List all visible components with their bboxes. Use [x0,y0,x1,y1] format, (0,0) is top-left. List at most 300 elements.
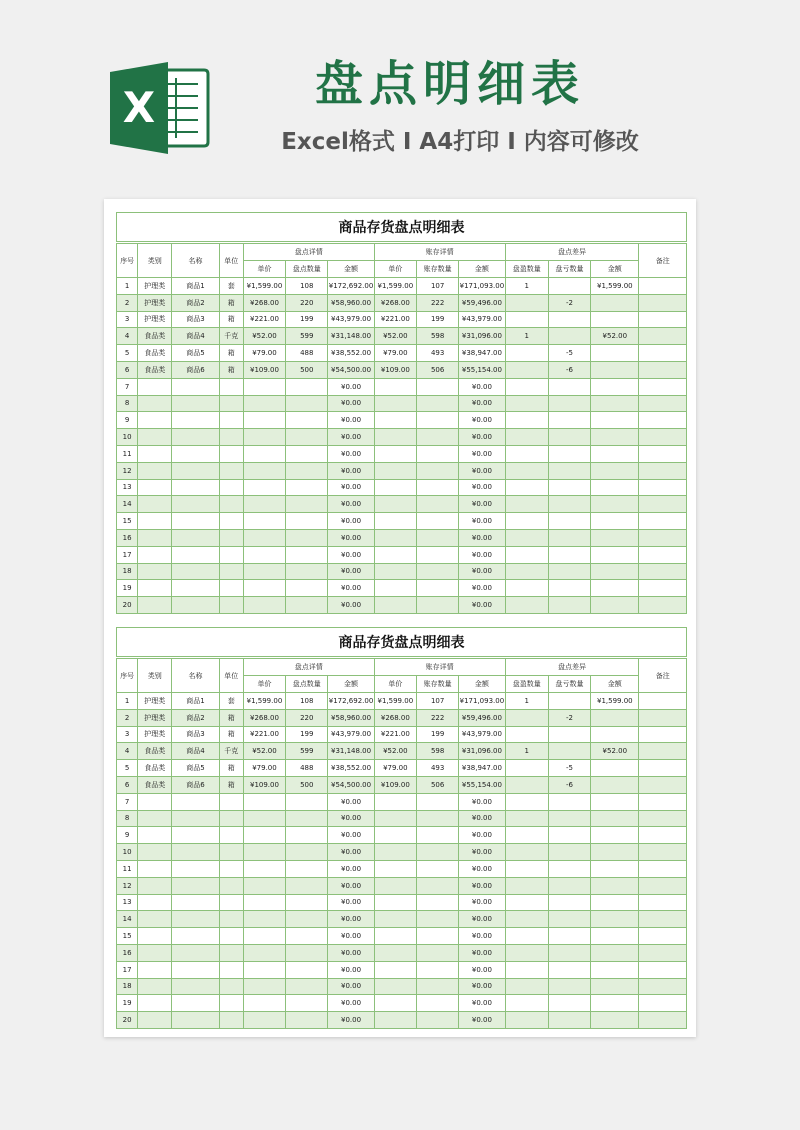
table-cell[interactable] [172,412,219,429]
table-cell[interactable]: 食品类 [138,328,172,345]
table-cell[interactable] [505,860,548,877]
table-cell[interactable] [639,1012,687,1029]
table-cell[interactable] [505,361,548,378]
table-cell[interactable] [138,496,172,513]
table-cell[interactable] [172,395,219,412]
table-cell[interactable]: ¥0.00 [328,978,374,995]
table-cell[interactable]: ¥0.00 [328,479,374,496]
table-cell[interactable] [219,860,243,877]
table-cell[interactable]: ¥52.00 [243,743,285,760]
table-cell[interactable]: 11 [117,445,138,462]
table-cell[interactable] [548,726,590,743]
table-cell[interactable] [219,793,243,810]
table-cell[interactable] [548,693,590,710]
table-cell[interactable]: 19 [117,580,138,597]
table-cell[interactable] [639,709,687,726]
table-cell[interactable]: 护理类 [138,294,172,311]
table-cell[interactable] [172,944,219,961]
table-cell[interactable] [138,1012,172,1029]
table-cell[interactable] [591,1012,639,1029]
table-cell[interactable] [591,978,639,995]
table-cell[interactable]: 套 [219,693,243,710]
table-cell[interactable] [243,462,285,479]
table-cell[interactable]: 13 [117,894,138,911]
table-cell[interactable]: ¥0.00 [459,944,505,961]
table-cell[interactable] [548,513,590,530]
table-cell[interactable] [505,709,548,726]
table-cell[interactable] [548,911,590,928]
table-cell[interactable] [505,995,548,1012]
table-cell[interactable]: 1 [505,328,548,345]
table-cell[interactable]: 箱 [219,776,243,793]
table-cell[interactable]: 18 [117,978,138,995]
table-cell[interactable] [548,378,590,395]
table-cell[interactable] [505,911,548,928]
table-cell[interactable]: ¥55,154.00 [459,361,505,378]
table-cell[interactable] [243,529,285,546]
table-cell[interactable]: ¥221.00 [374,311,416,328]
table-cell[interactable]: 护理类 [138,709,172,726]
table-cell[interactable]: ¥0.00 [459,810,505,827]
table-cell[interactable] [639,827,687,844]
table-cell[interactable] [138,546,172,563]
table-cell[interactable] [219,810,243,827]
table-cell[interactable]: ¥43,979.00 [328,726,374,743]
table-cell[interactable] [548,793,590,810]
table-cell[interactable] [219,911,243,928]
table-cell[interactable] [639,328,687,345]
table-cell[interactable]: ¥0.00 [328,810,374,827]
table-cell[interactable]: ¥43,979.00 [328,311,374,328]
table-cell[interactable] [505,793,548,810]
table-cell[interactable]: 599 [286,743,328,760]
table-cell[interactable] [591,776,639,793]
table-cell[interactable]: 18 [117,563,138,580]
table-cell[interactable] [416,978,458,995]
table-cell[interactable] [374,928,416,945]
table-cell[interactable]: ¥0.00 [328,911,374,928]
table-cell[interactable] [243,995,285,1012]
table-cell[interactable] [416,378,458,395]
table-cell[interactable]: ¥0.00 [459,496,505,513]
table-cell[interactable] [243,445,285,462]
table-cell[interactable] [505,776,548,793]
table-cell[interactable]: ¥268.00 [243,294,285,311]
table-cell[interactable]: ¥31,148.00 [328,328,374,345]
table-cell[interactable]: 商品5 [172,345,219,362]
table-cell[interactable]: ¥55,154.00 [459,776,505,793]
table-cell[interactable]: ¥0.00 [459,395,505,412]
table-cell[interactable] [286,395,328,412]
table-cell[interactable] [639,776,687,793]
table-cell[interactable]: ¥1,599.00 [374,278,416,295]
table-cell[interactable] [138,944,172,961]
table-cell[interactable] [505,597,548,614]
table-cell[interactable] [416,995,458,1012]
table-cell[interactable] [286,793,328,810]
table-cell[interactable] [416,546,458,563]
table-cell[interactable]: 箱 [219,361,243,378]
table-cell[interactable] [286,877,328,894]
table-cell[interactable] [172,580,219,597]
table-cell[interactable] [639,529,687,546]
table-cell[interactable]: 108 [286,278,328,295]
table-cell[interactable] [639,760,687,777]
table-cell[interactable] [374,844,416,861]
table-cell[interactable]: ¥0.00 [459,877,505,894]
table-cell[interactable]: ¥171,093.00 [459,278,505,295]
table-cell[interactable]: ¥0.00 [328,894,374,911]
table-cell[interactable] [243,793,285,810]
table-cell[interactable] [505,1012,548,1029]
table-cell[interactable]: -2 [548,709,590,726]
table-cell[interactable] [591,860,639,877]
table-cell[interactable]: 506 [416,776,458,793]
table-cell[interactable] [243,877,285,894]
table-cell[interactable] [286,827,328,844]
table-cell[interactable] [505,894,548,911]
table-cell[interactable]: ¥38,947.00 [459,760,505,777]
table-cell[interactable]: ¥0.00 [328,445,374,462]
table-cell[interactable] [548,894,590,911]
table-cell[interactable] [138,580,172,597]
table-cell[interactable]: ¥0.00 [459,894,505,911]
table-cell[interactable] [172,995,219,1012]
table-cell[interactable] [548,844,590,861]
table-cell[interactable] [172,445,219,462]
table-cell[interactable]: ¥79.00 [374,345,416,362]
table-cell[interactable] [172,894,219,911]
table-cell[interactable]: 20 [117,1012,138,1029]
table-cell[interactable]: ¥268.00 [374,294,416,311]
table-cell[interactable] [639,378,687,395]
table-cell[interactable] [138,995,172,1012]
table-cell[interactable]: 1 [505,693,548,710]
table-cell[interactable] [286,580,328,597]
table-cell[interactable]: ¥38,552.00 [328,345,374,362]
table-cell[interactable] [416,944,458,961]
table-cell[interactable] [172,462,219,479]
table-cell[interactable] [374,1012,416,1029]
table-cell[interactable] [591,995,639,1012]
table-cell[interactable] [639,928,687,945]
table-cell[interactable] [219,479,243,496]
table-cell[interactable] [374,827,416,844]
table-cell[interactable]: ¥1,599.00 [243,693,285,710]
table-cell[interactable] [138,563,172,580]
table-cell[interactable]: 10 [117,429,138,446]
table-cell[interactable] [505,429,548,446]
table-cell[interactable] [243,378,285,395]
table-cell[interactable] [219,995,243,1012]
table-cell[interactable]: ¥268.00 [374,709,416,726]
table-cell[interactable] [243,944,285,961]
table-cell[interactable]: 20 [117,597,138,614]
table-cell[interactable]: 食品类 [138,776,172,793]
table-cell[interactable]: ¥0.00 [459,978,505,995]
table-cell[interactable]: 108 [286,693,328,710]
table-cell[interactable]: 15 [117,513,138,530]
table-cell[interactable]: 220 [286,709,328,726]
table-cell[interactable] [219,597,243,614]
table-cell[interactable] [548,529,590,546]
table-cell[interactable]: 4 [117,328,138,345]
table-cell[interactable] [416,1012,458,1029]
table-cell[interactable] [505,496,548,513]
table-cell[interactable] [286,978,328,995]
table-cell[interactable] [639,911,687,928]
table-cell[interactable]: 199 [286,311,328,328]
table-cell[interactable] [138,911,172,928]
table-cell[interactable]: 商品1 [172,693,219,710]
table-cell[interactable]: 商品6 [172,776,219,793]
table-cell[interactable] [548,995,590,1012]
table-cell[interactable] [639,978,687,995]
table-cell[interactable] [138,860,172,877]
table-cell[interactable] [591,810,639,827]
table-cell[interactable] [374,445,416,462]
table-cell[interactable] [548,311,590,328]
table-cell[interactable] [416,580,458,597]
table-cell[interactable] [416,395,458,412]
table-cell[interactable] [505,726,548,743]
table-cell[interactable]: 护理类 [138,693,172,710]
table-cell[interactable] [172,928,219,945]
table-cell[interactable] [505,395,548,412]
table-cell[interactable]: ¥0.00 [459,961,505,978]
table-cell[interactable] [286,894,328,911]
table-cell[interactable] [172,378,219,395]
table-cell[interactable] [548,1012,590,1029]
table-cell[interactable] [591,726,639,743]
table-cell[interactable]: ¥221.00 [374,726,416,743]
table-cell[interactable] [286,1012,328,1029]
table-cell[interactable]: ¥0.00 [459,445,505,462]
table-cell[interactable] [286,462,328,479]
table-cell[interactable] [374,877,416,894]
table-cell[interactable]: ¥0.00 [328,395,374,412]
table-cell[interactable] [505,445,548,462]
table-cell[interactable] [639,995,687,1012]
table-cell[interactable]: ¥43,979.00 [459,311,505,328]
table-cell[interactable] [639,743,687,760]
table-cell[interactable] [505,311,548,328]
table-cell[interactable]: 107 [416,693,458,710]
table-cell[interactable]: ¥268.00 [243,709,285,726]
table-cell[interactable] [591,894,639,911]
table-cell[interactable] [172,479,219,496]
table-cell[interactable] [219,563,243,580]
table-cell[interactable]: 箱 [219,294,243,311]
table-cell[interactable] [505,961,548,978]
table-cell[interactable]: 598 [416,328,458,345]
table-cell[interactable] [548,928,590,945]
table-cell[interactable] [505,529,548,546]
table-cell[interactable]: ¥0.00 [328,496,374,513]
table-cell[interactable]: 500 [286,361,328,378]
table-cell[interactable] [548,944,590,961]
table-cell[interactable] [243,844,285,861]
table-cell[interactable] [548,877,590,894]
table-cell[interactable] [374,529,416,546]
table-cell[interactable]: 107 [416,278,458,295]
table-cell[interactable] [286,479,328,496]
table-cell[interactable] [243,1012,285,1029]
table-cell[interactable]: ¥0.00 [459,378,505,395]
table-cell[interactable] [243,429,285,446]
table-cell[interactable]: ¥0.00 [459,860,505,877]
table-cell[interactable] [639,894,687,911]
table-cell[interactable] [639,793,687,810]
table-cell[interactable]: 3 [117,311,138,328]
table-cell[interactable]: 493 [416,345,458,362]
table-cell[interactable] [591,496,639,513]
table-cell[interactable] [639,496,687,513]
table-cell[interactable]: 商品2 [172,294,219,311]
table-cell[interactable]: 199 [416,726,458,743]
table-cell[interactable] [286,496,328,513]
table-cell[interactable] [591,844,639,861]
table-cell[interactable]: 17 [117,961,138,978]
table-cell[interactable] [548,580,590,597]
table-cell[interactable]: 6 [117,776,138,793]
table-cell[interactable]: 护理类 [138,311,172,328]
table-cell[interactable] [416,810,458,827]
table-cell[interactable] [416,961,458,978]
table-cell[interactable] [591,827,639,844]
table-cell[interactable]: 2 [117,294,138,311]
table-cell[interactable]: ¥0.00 [459,462,505,479]
table-cell[interactable]: ¥52.00 [591,328,639,345]
table-cell[interactable] [591,529,639,546]
table-cell[interactable] [416,894,458,911]
table-cell[interactable] [219,944,243,961]
table-cell[interactable] [591,877,639,894]
table-cell[interactable]: 16 [117,529,138,546]
table-cell[interactable]: 1 [505,278,548,295]
table-cell[interactable] [172,827,219,844]
table-cell[interactable] [286,529,328,546]
table-cell[interactable] [416,597,458,614]
table-cell[interactable] [416,529,458,546]
table-cell[interactable]: 商品1 [172,278,219,295]
table-cell[interactable] [639,412,687,429]
table-cell[interactable] [374,911,416,928]
table-cell[interactable]: 14 [117,496,138,513]
table-cell[interactable] [505,378,548,395]
table-cell[interactable]: ¥0.00 [459,580,505,597]
table-cell[interactable] [639,860,687,877]
table-cell[interactable]: 17 [117,546,138,563]
table-cell[interactable] [505,546,548,563]
table-cell[interactable] [639,445,687,462]
table-cell[interactable] [505,944,548,961]
table-cell[interactable]: 箱 [219,709,243,726]
table-cell[interactable] [591,311,639,328]
table-cell[interactable] [138,429,172,446]
table-cell[interactable]: ¥0.00 [328,429,374,446]
table-cell[interactable] [591,429,639,446]
table-cell[interactable] [374,860,416,877]
table-cell[interactable] [639,294,687,311]
table-cell[interactable] [639,462,687,479]
table-cell[interactable] [548,743,590,760]
table-cell[interactable] [243,827,285,844]
table-cell[interactable]: 7 [117,793,138,810]
table-cell[interactable] [505,827,548,844]
table-cell[interactable] [172,911,219,928]
table-cell[interactable] [219,395,243,412]
table-cell[interactable]: ¥0.00 [328,378,374,395]
table-cell[interactable] [591,760,639,777]
table-cell[interactable] [548,860,590,877]
table-cell[interactable] [138,597,172,614]
table-cell[interactable] [591,911,639,928]
table-cell[interactable] [286,928,328,945]
table-cell[interactable] [374,793,416,810]
table-cell[interactable] [172,810,219,827]
table-cell[interactable]: 套 [219,278,243,295]
table-cell[interactable] [505,462,548,479]
table-cell[interactable] [374,978,416,995]
table-cell[interactable] [505,563,548,580]
table-cell[interactable] [374,496,416,513]
table-cell[interactable]: 千克 [219,743,243,760]
table-cell[interactable]: ¥0.00 [459,597,505,614]
table-cell[interactable]: ¥31,148.00 [328,743,374,760]
table-cell[interactable]: ¥52.00 [591,743,639,760]
table-cell[interactable]: ¥38,947.00 [459,345,505,362]
table-cell[interactable] [591,580,639,597]
table-cell[interactable] [639,546,687,563]
table-cell[interactable] [591,563,639,580]
table-cell[interactable]: ¥0.00 [328,1012,374,1029]
table-cell[interactable]: ¥54,500.00 [328,776,374,793]
table-cell[interactable] [286,860,328,877]
table-cell[interactable]: ¥59,496.00 [459,294,505,311]
table-cell[interactable]: ¥31,096.00 [459,743,505,760]
table-cell[interactable] [172,597,219,614]
table-cell[interactable]: 商品5 [172,760,219,777]
table-cell[interactable] [374,894,416,911]
table-cell[interactable]: ¥0.00 [459,479,505,496]
table-cell[interactable] [591,944,639,961]
table-cell[interactable]: 食品类 [138,345,172,362]
table-cell[interactable]: ¥0.00 [328,412,374,429]
table-cell[interactable]: 506 [416,361,458,378]
table-cell[interactable]: ¥109.00 [374,361,416,378]
table-cell[interactable] [639,726,687,743]
table-cell[interactable]: 10 [117,844,138,861]
table-cell[interactable] [286,429,328,446]
table-cell[interactable] [138,877,172,894]
table-cell[interactable] [286,412,328,429]
table-cell[interactable]: ¥31,096.00 [459,328,505,345]
table-cell[interactable]: 19 [117,995,138,1012]
table-cell[interactable] [374,961,416,978]
table-cell[interactable]: ¥38,552.00 [328,760,374,777]
table-cell[interactable] [548,563,590,580]
table-cell[interactable]: ¥109.00 [374,776,416,793]
table-cell[interactable]: ¥0.00 [328,462,374,479]
table-cell[interactable] [416,911,458,928]
table-cell[interactable] [416,479,458,496]
table-cell[interactable] [591,462,639,479]
table-cell[interactable] [416,462,458,479]
table-cell[interactable] [591,445,639,462]
table-cell[interactable] [548,810,590,827]
table-cell[interactable]: 493 [416,760,458,777]
